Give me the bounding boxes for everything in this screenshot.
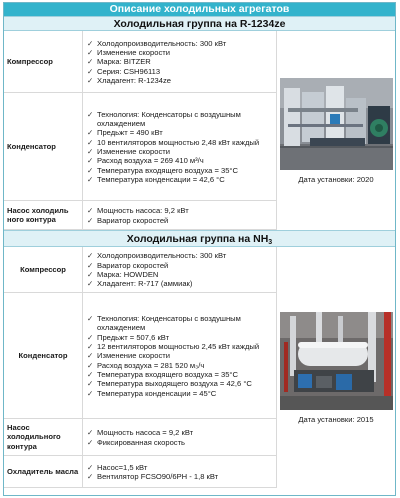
check-icon: ✓ <box>87 75 94 85</box>
r1234ze-unit-photo <box>280 78 393 170</box>
list-item: ✓ Расход воздуха = 269 410 м³/ч <box>87 156 204 166</box>
list-item: ✓ Температура входящего воздуха = 35°C <box>87 165 238 175</box>
condenser-label: Конденсатор <box>4 293 83 419</box>
list-item: ✓ Вентилятор FCSO90/6PH - 1,8 кВт <box>87 472 219 481</box>
pump-specs <box>83 419 277 456</box>
check-icon: ✓ <box>87 437 94 447</box>
check-icon: ✓ <box>87 206 94 216</box>
check-icon: ✓ <box>87 360 94 370</box>
pump-specs <box>83 201 277 230</box>
list-item: ✓ Температура выходящего воздуха = 42,6 °C <box>87 379 252 389</box>
check-icon: ✓ <box>87 147 94 156</box>
list-item: ✓ Изменение скорости <box>87 147 170 156</box>
group-1-table <box>4 31 395 230</box>
check-icon: ✓ <box>87 165 94 175</box>
list-item: ✓ Марка: HOWDEN <box>87 270 159 279</box>
check-icon: ✓ <box>87 279 94 289</box>
check-icon: ✓ <box>87 109 94 119</box>
group-2-photo-cell <box>277 247 395 488</box>
check-icon: ✓ <box>87 128 94 138</box>
group-2-install-date: Дата установки: 2015 <box>298 414 374 424</box>
list-item: ✓ Серия: CSH96113 <box>87 66 161 76</box>
check-icon: ✓ <box>87 38 94 48</box>
check-icon: ✓ <box>87 472 94 481</box>
group-2-table <box>4 247 395 488</box>
list-item: ✓ Холодопроизводительность: 300 кВт <box>87 38 227 48</box>
sheet-title: Описание холодильных агрегатов <box>4 3 395 16</box>
check-icon: ✓ <box>87 314 94 324</box>
check-icon: ✓ <box>87 379 94 389</box>
oil-cooler-label: Охладитель масла <box>4 456 83 488</box>
list-item: ✓ Хладагент: R-1234ze <box>87 75 172 85</box>
check-icon: ✓ <box>87 251 94 261</box>
group-1-install-date: Дата установки: 2020 <box>298 174 374 184</box>
list-item: ✓ Мощность насоса = 9,2 кВт <box>87 428 194 438</box>
list-item: ✓ Фиксированная скорость <box>87 437 186 447</box>
check-icon: ✓ <box>87 462 94 472</box>
check-icon: ✓ <box>87 270 94 279</box>
refrigeration-units-sheet <box>3 2 396 496</box>
list-item: ✓ Вариатор скоростей <box>87 260 169 270</box>
compressor-specs <box>83 31 277 93</box>
list-item: ✓ Температура конденсации = 45°C <box>87 388 217 398</box>
check-icon: ✓ <box>87 156 94 166</box>
pump-label: Насос холодиль ного контура <box>4 201 83 230</box>
check-icon: ✓ <box>87 174 94 184</box>
list-item: ✓ Температура входящего воздуха = 35°C <box>87 369 238 379</box>
check-icon: ✓ <box>87 48 94 58</box>
list-item: ✓ Технология: Конденсаторы с воздушным охлаждением <box>87 109 241 129</box>
check-icon: ✓ <box>87 351 94 361</box>
list-item: ✓ Предьжт = 490 кВт <box>87 128 163 138</box>
list-item: ✓ Мощность насоса: 9,2 кВт <box>87 206 189 216</box>
list-item: ✓ Марка: BITZER <box>87 57 151 67</box>
check-icon: ✓ <box>87 66 94 76</box>
compressor-specs <box>83 247 277 293</box>
list-item: ✓ Хладагент: R-717 (аммиак) <box>87 279 193 289</box>
group-1-title: Холодильная группа на R-1234ze <box>4 16 395 31</box>
group-2-title: Холодильная группа на $NH_3$ <box>4 230 395 247</box>
list-item: ✓ Предьжт = 507,6 кВт <box>87 332 170 342</box>
check-icon: ✓ <box>87 137 94 147</box>
group-1-photo-cell <box>277 31 395 230</box>
list-item: ✓ Насос=1,5 кВт <box>87 462 148 472</box>
pump-label: Насос холодильного контура <box>4 419 83 456</box>
compressor-label: Компрессор <box>4 247 83 293</box>
compressor-label: Компрессор <box>4 31 83 93</box>
list-item: ✓ 10 вентиляторов мощностью 2,48 кВт каждый <box>87 137 260 147</box>
nh3-unit-photo <box>280 312 393 410</box>
check-icon: ✓ <box>87 332 94 342</box>
oil-cooler-specs <box>83 456 277 488</box>
check-icon: ✓ <box>87 342 94 352</box>
list-item: ✓ Холодопроизводительность: 300 кВт <box>87 251 227 261</box>
condenser-specs <box>83 293 277 419</box>
list-item: ✓ Технология: Конденсаторы с воздушным охлаждением <box>87 314 241 333</box>
check-icon: ✓ <box>87 388 94 398</box>
list-item: ✓ Температура конденсации = 42,6 °C <box>87 174 225 184</box>
list-item: ✓ 12 вентиляторов мощностью 2,45 кВт каждый <box>87 342 260 352</box>
check-icon: ✓ <box>87 215 94 225</box>
list-item: ✓ Расход воздуха = 281 520 м₃/ч <box>87 360 205 370</box>
list-item: ✓ Вариатор скоростей <box>87 215 169 225</box>
check-icon: ✓ <box>87 57 94 67</box>
condenser-label: Конденсатор <box>4 93 83 201</box>
check-icon: ✓ <box>87 260 94 270</box>
check-icon: ✓ <box>87 369 94 379</box>
list-item: ✓ Изменение скорости <box>87 351 170 361</box>
list-item: ✓ Изменение скорости <box>87 48 170 58</box>
check-icon: ✓ <box>87 428 94 438</box>
condenser-specs <box>83 93 277 201</box>
